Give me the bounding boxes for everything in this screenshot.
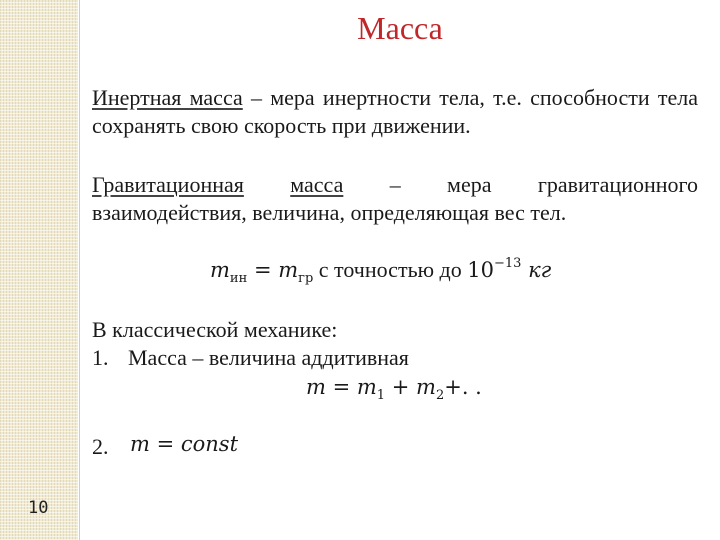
eq1-lhs-sub: ин [229,271,248,286]
gravitational-word-gravitational: гравитационного [537,172,698,197]
eq1-rhs: m [278,258,299,282]
eq2-m2: m [416,375,436,399]
eq2-m2-sub: 2 [435,388,445,403]
gravitational-term-word1: Гравитационная [92,172,244,197]
eq1-rhs-sub: гр [298,271,314,286]
list-item-1-text: Масса – величина аддитивная [128,345,409,370]
eq1-lhs: m [210,258,230,282]
mass-equivalence-equation [210,256,551,286]
list-item-2-num: 2. [92,434,109,459]
eq2-m: m [306,375,326,399]
inertial-mass-term: Инертная масса [92,85,243,110]
eq2-equals: = [325,375,357,399]
side-divider [79,0,80,540]
eq1-equals: = [247,258,279,282]
inertial-mass-text: – мера инертности тела, т.е. способности тела сохранять свою скорость при движении. [92,85,698,138]
gravitational-mass-definition [92,171,698,227]
eq2-plus: + [385,375,417,399]
list-item-1-number: 1. [92,345,109,370]
eq1-unit: кг [521,258,552,282]
gravitational-first-line [92,171,698,199]
list-item-2-number [92,434,109,460]
list-item-1 [92,345,409,371]
eq3-value: const [180,432,239,456]
gravitational-second-line: взаимодействия, величина, определяющая вес тел. [92,200,567,225]
eq1-exponent: −13 [493,256,522,271]
additivity-equation [306,375,482,403]
constant-mass-equation [130,432,238,456]
eq1-text: с точностью до [313,257,468,282]
eq2-tail: +. . [444,375,482,399]
decorative-side-band [0,0,78,540]
inertial-mass-definition [92,84,698,140]
gravitational-term-word2: масса [290,172,344,197]
eq2-m1: m [356,375,377,399]
eq3-m: m [130,432,150,456]
gravitational-word-measure: мера [447,172,492,197]
eq3-equals: = [149,432,181,456]
slide-title: Масса [357,10,443,46]
eq1-base: 10 [467,258,494,282]
gravitational-dash: – [389,172,401,197]
classical-heading: В классической механике: [92,317,338,342]
slide-number: 10 [28,498,49,518]
eq2-m1-sub: 1 [376,388,386,403]
